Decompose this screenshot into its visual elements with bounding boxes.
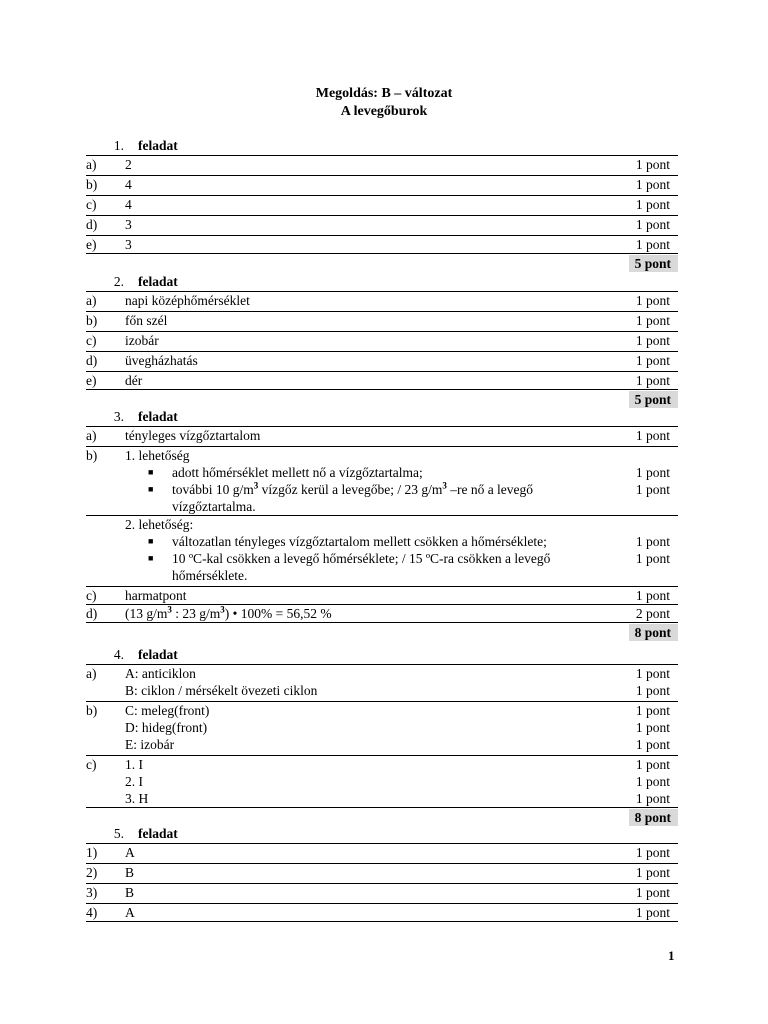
answer-row: c) harmatpont 1 pont (86, 586, 678, 604)
total-points: 8 pont (86, 623, 678, 642)
task-5 (86, 824, 678, 922)
page-number: 1 (668, 948, 675, 963)
answer-row: c) 1. I 1 pont 2. I 1 pont 3. H 1 pont (86, 755, 678, 808)
task-3 (86, 407, 678, 642)
answer-row: 3) B 1 pont (86, 883, 678, 901)
answer-row: a) napi középhőmérséklet 1 pont (86, 291, 678, 309)
bullet-icon: ■ (148, 467, 154, 477)
answer-row: d) 3 1 pont (86, 215, 678, 233)
task-heading: 4. feladat (113, 647, 178, 662)
answer-row: 4) A 1 pont (86, 903, 678, 922)
answer-row: b) 4 1 pont (86, 175, 678, 193)
answer-row: b) 1. lehetőség ■ adott hőmérséklet mellett nő a vízgőztartalma; 1 pont ■ további 10 $g/m^3$ vízgőz kerül a levegőbe; / 23 $g/m^3$ –re nő a levegő 1 pont vízgőztartalma. (86, 446, 678, 515)
task-2 (86, 272, 678, 409)
total-points: 5 pont (86, 390, 678, 409)
task-heading: 3. feladat (113, 409, 178, 424)
answer-row: a) 2 1 pont (86, 155, 678, 173)
task-4 (86, 645, 678, 827)
answer-row: c) 4 1 pont (86, 195, 678, 213)
document-title: Megoldás: B – változat (315, 86, 453, 101)
bullet-icon: ■ (148, 536, 154, 546)
document-subtitle: A levegőburok (340, 104, 428, 119)
task-heading: 1. feladat (113, 138, 178, 153)
task-1 (86, 136, 678, 273)
answer-row: a) tényleges vízgőztartalom 1 pont (86, 426, 678, 444)
answer-row: 2. lehetőség: ■ változatlan tényleges vízgőztartalom mellett csökken a hőmérséklete; 1 pont ■ 10 ºC-kal csökken a levegő hőmérséklete; / 15 ºC-ra csökken a levegő 1 pont hőmérséklete. (86, 515, 678, 584)
answer-row: b) főn szél 1 pont (86, 311, 678, 329)
answer-row: a) A: anticiklon 1 pont B: ciklon / mérsékelt övezeti ciklon 1 pont (86, 664, 678, 699)
bullet-icon: ■ (148, 484, 154, 494)
answer-row: 2) B 1 pont (86, 863, 678, 881)
task-heading: 2. feladat (113, 274, 178, 289)
answer-row: e) 3 1 pont (86, 235, 678, 254)
answer-row: d) (13 $g/m^3$ : 23 $g/m^3$) • 100% = 56,52 % 2 pont (86, 604, 678, 623)
answer-row: e) dér 1 pont (86, 371, 678, 390)
answer-row: d) üvegházhatás 1 pont (86, 351, 678, 369)
bullet-icon: ■ (148, 553, 154, 563)
task-heading: 5. feladat (113, 826, 178, 841)
answer-row: 1) A 1 pont (86, 843, 678, 861)
total-points: 5 pont (86, 254, 678, 273)
answer-row: c) izobár 1 pont (86, 331, 678, 349)
total-points: 8 pont (86, 808, 678, 827)
answer-row: b) C: meleg(front) 1 pont D: hideg(front) 1 pont E: izobár 1 pont (86, 701, 678, 753)
